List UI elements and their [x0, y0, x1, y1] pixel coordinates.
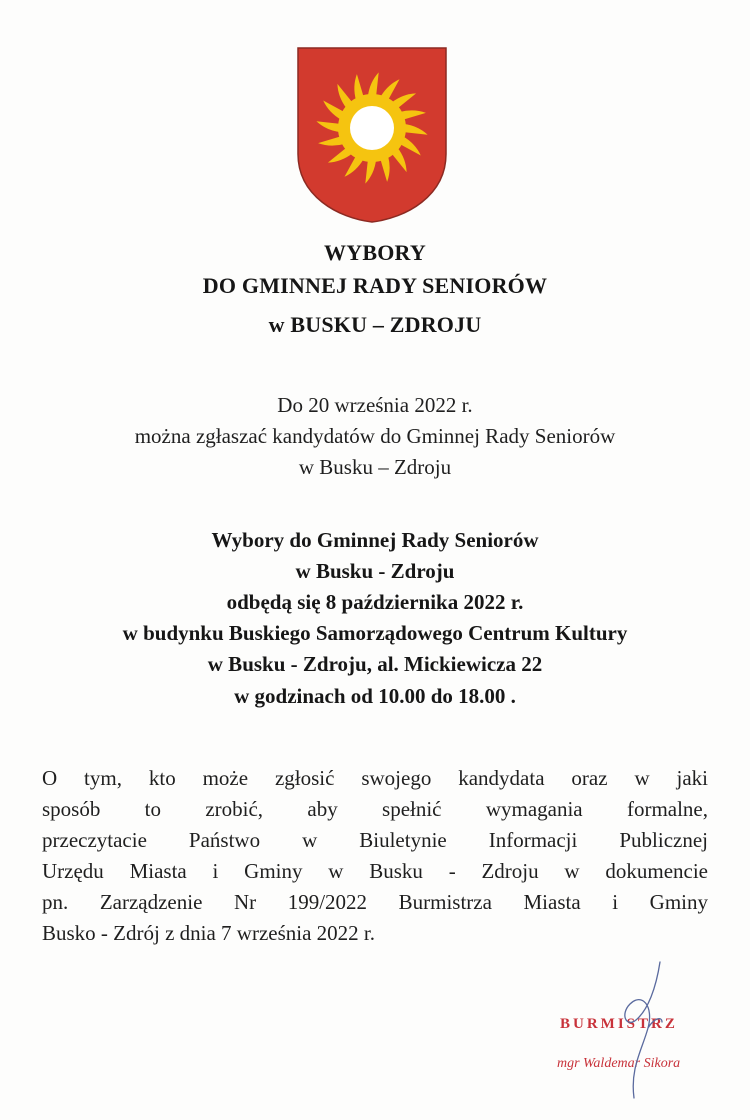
heading-line-1: WYBORY [324, 240, 426, 265]
election-line-4: w budynku Buskiego Samorządowego Centrum Kultury [122, 621, 628, 645]
info-paragraph-line-6: Busko - Zdrój z dnia 7 września 2022 r. [42, 921, 376, 945]
deadline-line-2: można zgłaszać kandydatów do Gminnej Rady Seniorów [134, 424, 616, 448]
stamp-title: BURMISTRZ [560, 1016, 678, 1032]
election-line-1: Wybory do Gminnej Rady Seniorów [211, 528, 539, 552]
info-paragraph-line-2: sposób to zrobić, aby spełnić wymagania formalne, [42, 797, 708, 821]
handwritten-signature [590, 958, 700, 1108]
info-paragraph-line-3: przeczytacie Państwo w Biuletynie Informacji Publicznej [42, 828, 708, 852]
info-paragraph-line-4: Urzędu Miasta i Gminy w Busku - Zdroju w dokumencie [42, 859, 708, 883]
info-paragraph-line-5: pn. Zarządzenie Nr 199/2022 Burmistrza Miasta i Gminy [42, 890, 708, 914]
deadline-line-1: Do 20 września 2022 r. [277, 393, 473, 417]
election-line-2: w Busku - Zdroju [295, 559, 455, 583]
info-paragraph-line-1: O tym, kto może zgłosić swojego kandydata oraz w jaki [42, 766, 708, 790]
election-line-5: w Busku - Zdroju, al. Mickiewicza 22 [207, 652, 543, 676]
heading-line-3: w BUSKU – ZDROJU [268, 312, 482, 337]
heading-line-2: DO GMINNEJ RADY SENIORÓW [202, 273, 548, 298]
deadline-line-3: w Busku – Zdroju [298, 455, 452, 479]
election-line-6: w godzinach od 10.00 do 18.00 . [234, 684, 516, 708]
coat-of-arms-sun-icon [296, 46, 448, 224]
stamp-name: mgr Waldemar Sikora [557, 1056, 681, 1071]
election-line-3: odbędą się 8 października 2022 r. [226, 590, 524, 614]
